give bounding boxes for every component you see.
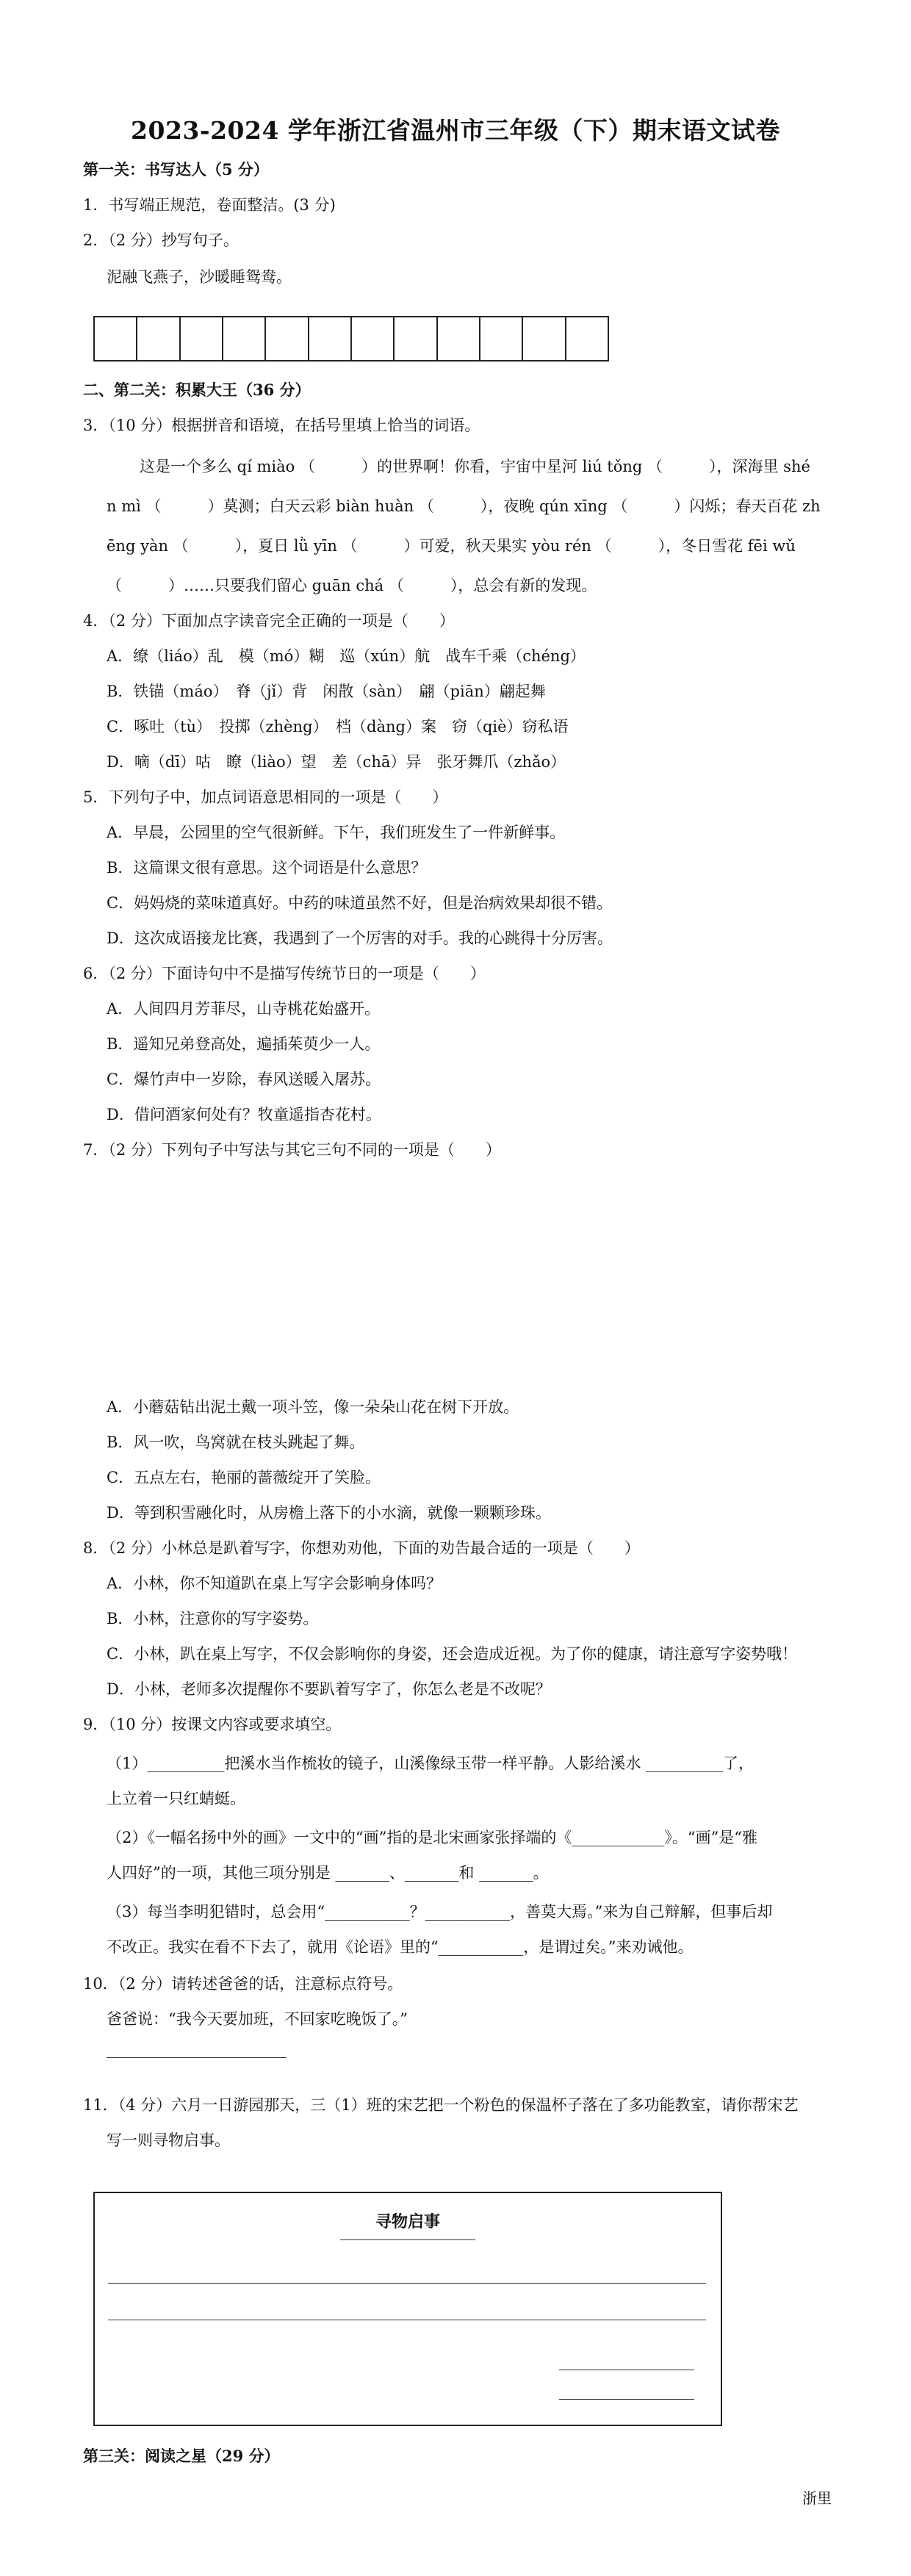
q1-text: 1．书写端正规范，卷面整洁。(3 分): [83, 196, 336, 214]
q2-text: 2．（2 分）抄写句子。: [83, 231, 239, 249]
q9-part1-b: 上立着一只红蜻蜓。: [107, 1790, 245, 1807]
grid-cell[interactable]: [95, 317, 137, 360]
q4-option-b[interactable]: B．铁锚（máo） 脊（jǐ）背 闲散（sàn） 翩（piān）翩起舞: [107, 683, 546, 700]
q9-part3-a[interactable]: （3）每当李明犯错时，总会用“___________？___________，善莫大焉。”来为自己辩解，但事后却: [107, 1903, 773, 1921]
grid-cell[interactable]: [137, 317, 180, 360]
q6-option-a[interactable]: A．人间四月芳菲尽，山寺桃花始盛开。: [107, 1000, 381, 1018]
grid-cell[interactable]: [352, 317, 395, 360]
q7-option-a[interactable]: A．小蘑菇钻出泥土戴一项斗笠，像一朵朵山花在树下开放。: [107, 1398, 519, 1416]
grid-cell[interactable]: [223, 317, 266, 360]
page-title: 2023-2024 学年浙江省温州市三年级（下）期末语文试卷: [131, 116, 780, 145]
q5-option-a[interactable]: A．早晨，公园里的空气很新鲜。下午，我们班发生了一件新鲜事。: [107, 824, 566, 841]
q6-stem: 6．（2 分）下面诗句中不是描写传统节日的一项是（ ）: [83, 965, 486, 982]
grid-cell[interactable]: [309, 317, 352, 360]
grid-cell[interactable]: [181, 317, 223, 360]
q7-stem: 7．（2 分）下列句子中写法与其它三句不同的一项是（ ）: [83, 1141, 501, 1159]
q8-option-b[interactable]: B．小林，注意你的写字姿势。: [107, 1610, 319, 1627]
q8-option-a[interactable]: A．小林，你不知道趴在桌上写字会影响身体吗？: [107, 1575, 442, 1592]
q11-stem-a: 11．（4 分）六月一日游园那天，三（1）班的宋艺把一个粉色的保温杯子落在了多功能教室，请你帮宋艺: [83, 2096, 799, 2114]
q8-stem: 8．（2 分）小林总是趴着写字，你想劝劝他，下面的劝告最合适的一项是（ ）: [83, 1539, 640, 1557]
q7-option-d[interactable]: D．等到积雪融化时，从房檐上落下的小水滴，就像一颗颗珍珠。: [107, 1504, 551, 1522]
q5-option-b[interactable]: B．这篇课文很有意思。这个词语是什么意思？: [107, 859, 427, 877]
lost-notice-title-line: [340, 2239, 475, 2240]
q10-stem: 10．（2 分）请转述爸爸的话，注意标点符号。: [83, 1975, 403, 1993]
q4-option-c[interactable]: C．啄吐（tù） 投掷（zhèng） 档（dàng）案 窃（qiè）窃私语: [107, 718, 569, 735]
q3-line-2: n mì （ ）莫测；白天云彩 biàn huàn （ ），夜晚 qún xīng （ ）闪烁；春天百花 zh: [107, 497, 821, 515]
q6-option-c[interactable]: C．爆竹声中一岁除，春风送暖入屠苏。: [107, 1071, 381, 1088]
q5-stem: 5．下列句子中，加点词语意思相同的一项是（ ）: [83, 788, 448, 806]
section-2-heading: 二、第二关：积累大王（36 分）: [83, 381, 311, 399]
grid-cell[interactable]: [266, 317, 309, 360]
q8-option-c[interactable]: C．小林，趴在桌上写字，不仅会影响你的身姿，还会造成近视。为了你的健康，请注意写字姿势哦！: [107, 1645, 798, 1663]
q4-option-d[interactable]: D．嘀（dī）咕 瞭（liào）望 差（chā）异 张牙舞爪（zhǎo）: [107, 753, 566, 771]
q9-stem: 9．（10 分）按课文内容或要求填空。: [83, 1716, 342, 1733]
writing-grid[interactable]: [93, 316, 609, 361]
q6-option-b[interactable]: B．遥知兄弟登高处，遍插茱萸少一人。: [107, 1035, 381, 1053]
q3-stem: 3．（10 分）根据拼音和语境，在括号里填上恰当的词语。: [83, 417, 480, 434]
lost-notice-box[interactable]: [93, 2192, 722, 2426]
lost-notice-title: 寻物启事: [375, 2212, 440, 2231]
q9-part1-a[interactable]: （1）__________把溪水当作梳妆的镜子，山溪像绿玉带一样平静。人影给溪水 __________了，: [107, 1755, 755, 1772]
grid-cell[interactable]: [523, 317, 566, 360]
section-3-heading: 第三关：阅读之星（29 分）: [83, 2447, 280, 2465]
grid-cell[interactable]: [438, 317, 480, 360]
grid-cell[interactable]: [480, 317, 523, 360]
grid-cell[interactable]: [395, 317, 437, 360]
q4-option-a[interactable]: A．缭（liáo）乱 模（mó）糊 巡（xún）航 战车千乘（chéng）: [107, 647, 586, 665]
section-1-heading: 第一关：书写达人（5 分）: [83, 160, 269, 179]
q9-part3-b[interactable]: 不改正。我实在看不下去了，就用《论语》里的“___________，是谓过矣。”来劝诫他。: [107, 1938, 694, 1956]
q10-answer-line[interactable]: [107, 2057, 287, 2058]
q9-part2-a[interactable]: （2）《一幅名扬中外的画》一文中的“画”指的是北宋画家张择端的《____________》。“画”是“雅: [107, 1829, 758, 1846]
q5-option-d[interactable]: D．这次成语接龙比赛，我遇到了一个厉害的对手。我的心跳得十分厉害。: [107, 929, 613, 947]
q3-line-1: 这是一个多么 qí miào （ ）的世界啊！你看，宇宙中星河 liú tǒng （ ），深海里 shé: [140, 458, 810, 475]
q4-stem: 4．（2 分）下面加点字读音完全正确的一项是（ ）: [83, 612, 455, 630]
grid-cell[interactable]: [566, 317, 608, 360]
q9-part2-b[interactable]: 人四好”的一项，其他三项分别是 _______、_______和 _______。: [107, 1864, 549, 1882]
lost-notice-date-line[interactable]: [559, 2399, 694, 2400]
q6-option-d[interactable]: D．借问酒家何处有？牧童遥指杏花村。: [107, 1106, 381, 1123]
q3-line-4: （ ）……只要我们留心 guān chá （ ），总会有新的发现。: [107, 577, 597, 594]
q7-option-b[interactable]: B．风一吹，鸟窝就在枝头跳起了舞。: [107, 1433, 365, 1451]
q3-line-3: ēng yàn （ ），夏日 lǜ yīn （ ）可爱，秋天果实 yòu rén （ ），冬日雪花 fēi wǔ: [107, 537, 796, 555]
q5-option-c[interactable]: C．妈妈烧的菜味道真好。中药的味道虽然不好，但是治病效果却很不错。: [107, 894, 613, 912]
q10-quote: 爸爸说：“我今天要加班，不回家吃晚饭了。”: [107, 2010, 408, 2028]
q8-option-d[interactable]: D．小林，老师多次提醒你不要趴着写字了，你怎么老是不改呢？: [107, 1680, 551, 1698]
q2-sentence: 泥融飞燕子，沙暖睡鸳鸯。: [107, 268, 292, 286]
lost-notice-line[interactable]: [108, 2283, 706, 2284]
q11-stem-b: 写一则寻物启事。: [107, 2131, 230, 2149]
q7-option-c[interactable]: C．五点左右，艳丽的蔷薇绽开了笑脸。: [107, 1469, 381, 1486]
footer-label: 浙里: [802, 2489, 832, 2507]
